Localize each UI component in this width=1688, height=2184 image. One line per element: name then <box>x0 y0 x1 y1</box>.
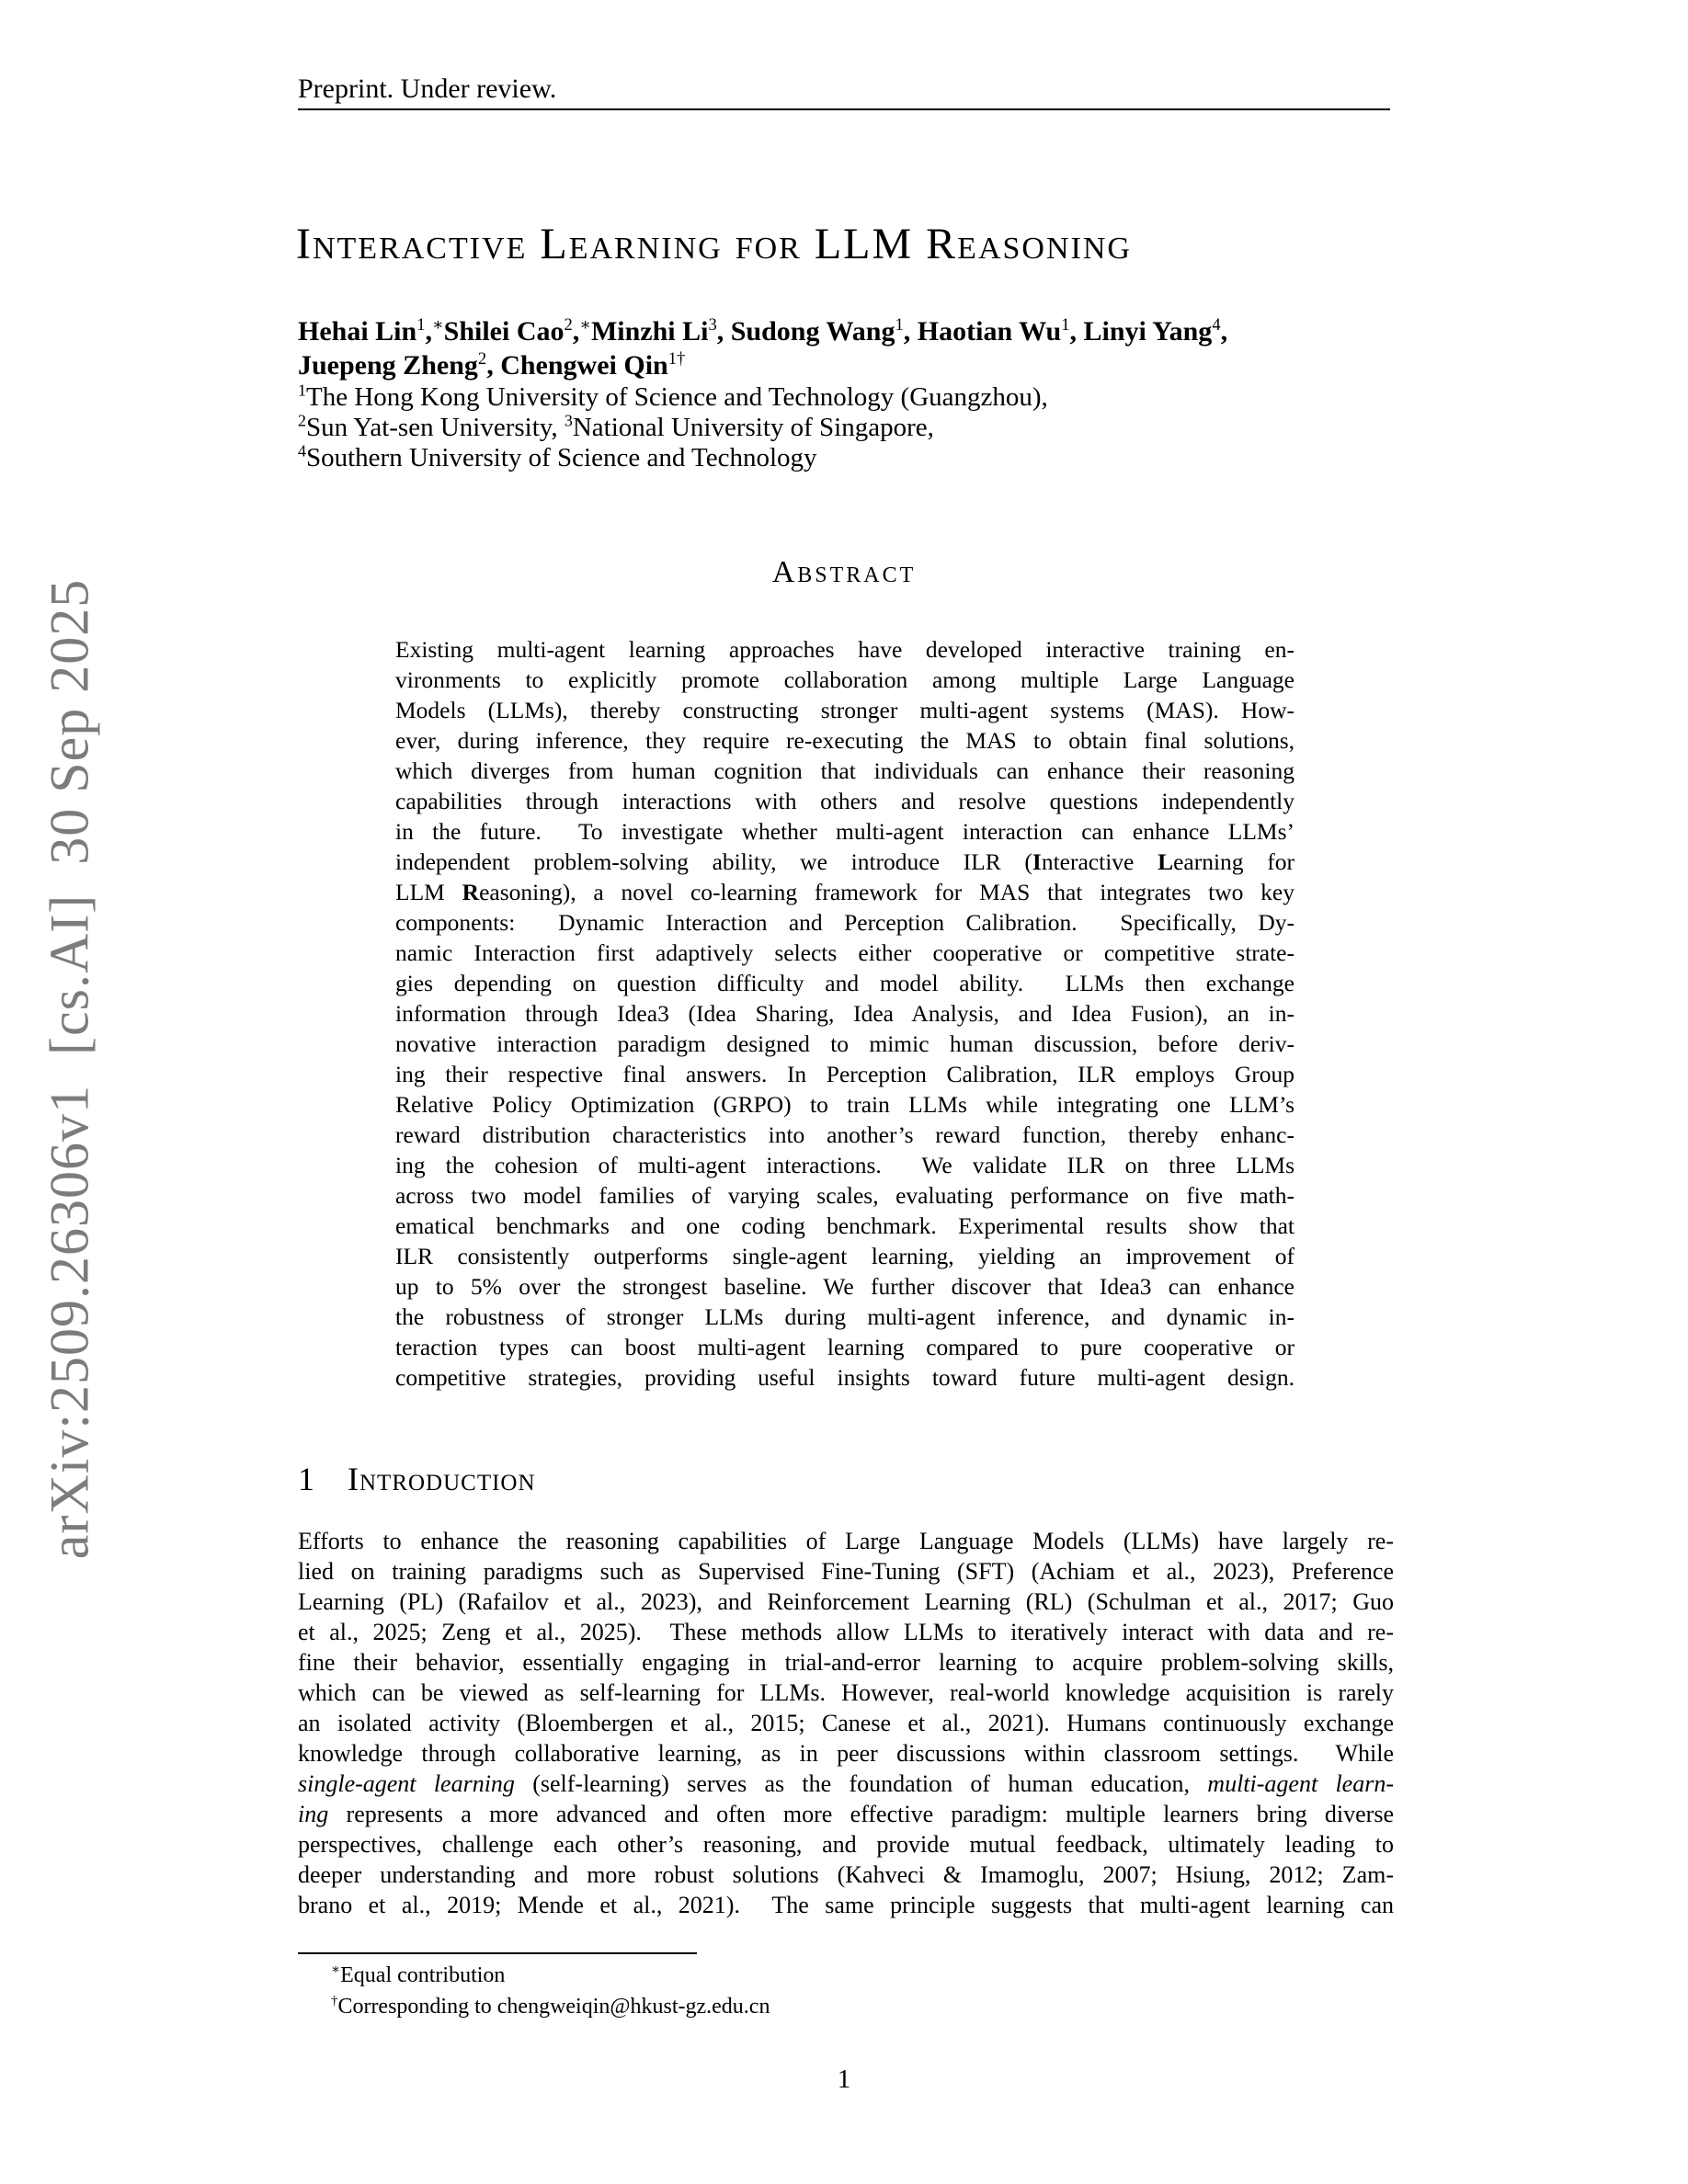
text-line: vironments to explicitly promote collaboration among multiple Large Language <box>395 666 1295 693</box>
text-line: et al., 2025; Zeng et al., 2025). These methods allow LLMs to iteratively interact with data and re- <box>298 1619 1394 1645</box>
text-line: brano et al., 2019; Mende et al., 2021). The same principle suggests that multi-agent learning can <box>298 1892 1394 1918</box>
page-number: 1 <box>837 2065 851 2094</box>
author-block <box>298 314 1390 473</box>
text-line: ILR consistently outperforms single-agent learning, yielding an improvement of <box>395 1243 1295 1269</box>
text-line: Hehai Lin$^1$,∗Shilei Cao$^2$,∗Minzhi Li$^3$, Sudong Wang$^1$, Haotian Wu$^1$, Linyi Yang$^4$, <box>298 315 1228 347</box>
arxiv-watermark <box>0 579 165 1619</box>
text-line: $^1$The Hong Kong University of Science and Technology (Guangzhou), <box>298 381 1048 412</box>
text-line: $^4$Southern University of Science and Technology <box>298 441 817 472</box>
text-line: reward distribution characteristics into another’s reward function, thereby enhanc- <box>395 1121 1295 1148</box>
text-line: ever, during inference, they require re-executing the MAS to obtain final solutions, <box>395 727 1295 754</box>
arxiv-watermark-text: arXiv:2509.26306v1 [cs.AI] 30 Sep 2025 <box>39 578 100 1560</box>
text-line: in the future. To investigate whether multi-agent interaction can enhance LLMs’ <box>395 818 1295 845</box>
text-line: ing represents a more advanced and often more effective paradigm: multiple learners bring diverse <box>298 1801 1394 1827</box>
text-line: fine their behavior, essentially engaging in trial-and-error learning to acquire problem-solving skills, <box>298 1649 1394 1676</box>
text-line: ematical benchmarks and one coding benchmark. Experimental results show that <box>395 1212 1295 1239</box>
abstract-heading: Abstract <box>771 555 917 589</box>
text-line: the robustness of stronger LLMs during multi-agent inference, and dynamic in- <box>395 1303 1295 1330</box>
text-line: an isolated activity (Bloembergen et al., 2015; Canese et al., 2021). Humans continuously exchange <box>298 1710 1394 1736</box>
text-line: independent problem-solving ability, we introduce ILR (Interactive Learning for <box>395 848 1295 875</box>
author-lines <box>298 314 1390 382</box>
footnote-rule <box>298 1952 697 1954</box>
text-line: knowledge through collaborative learning, as in peer discussions within classroom settings. While <box>298 1740 1394 1767</box>
text-line: single-agent learning (self-learning) serves as the foundation of human education, multi-agent learn- <box>298 1770 1394 1797</box>
text-line: Juepeng Zheng$^2$, Chengwei Qin$^{1\dagger}$ <box>298 349 686 381</box>
footnotes <box>298 1960 1390 2022</box>
text-line: components: Dynamic Interaction and Perception Calibration. Specifically, Dy- <box>395 909 1295 936</box>
running-header: Preprint. Under review. <box>298 74 557 104</box>
text-line: ing the cohesion of multi-agent interactions. We validate ILR on three LLMs <box>395 1152 1295 1178</box>
text-line: up to 5% over the strongest baseline. We further discover that Idea3 can enhance <box>395 1273 1295 1300</box>
paper-title: Interactive Learning for LLM Reasoning <box>296 220 1132 268</box>
text-line: deeper understanding and more robust solutions (Kahveci & Imamoglu, 2007; Hsiung, 2012; Zam- <box>298 1861 1394 1888</box>
section-number: 1 <box>298 1461 314 1497</box>
introduction-text <box>298 1526 1394 1920</box>
text-line: which diverges from human cognition that individuals can enhance their reasoning <box>395 757 1295 784</box>
text-line: Relative Policy Optimization (GRPO) to train LLMs while integrating one LLM’s <box>395 1091 1295 1118</box>
text-line: which can be viewed as self-learning for LLMs. However, real-world knowledge acquisition is rarely <box>298 1679 1394 1706</box>
text-line: perspectives, challenge each other’s reasoning, and provide mutual feedback, ultimately leading to <box>298 1831 1394 1858</box>
text-line: Existing multi-agent learning approaches have developed interactive training en- <box>395 636 1295 663</box>
text-line: Efforts to enhance the reasoning capabilities of Large Language Models (LLMs) have largely re- <box>298 1528 1394 1554</box>
text-line: novative interaction paradigm designed to mimic human discussion, before deriv- <box>395 1030 1295 1057</box>
text-line: competitive strategies, providing useful insights toward future multi-agent design. <box>395 1364 1295 1391</box>
section-heading-introduction <box>298 1460 536 1498</box>
text-line: information through Idea3 (Idea Sharing, Idea Analysis, and Idea Fusion), an in- <box>395 1000 1295 1027</box>
text-line: teraction types can boost multi-agent learning compared to pure cooperative or <box>395 1334 1295 1360</box>
text-line: gies depending on question difficulty and model ability. LLMs then exchange <box>395 970 1295 996</box>
text-line: Models (LLMs), thereby constructing stronger multi-agent systems (MAS). How- <box>395 697 1295 723</box>
affiliation-lines <box>298 382 1390 473</box>
abstract-text <box>395 634 1295 1393</box>
text-line: ing their respective final answers. In Perception Calibration, ILR employs Group <box>395 1061 1295 1087</box>
text-line: $^2$Sun Yat-sen University, $^3$National University of Singapore, <box>298 411 934 442</box>
header-rule <box>298 108 1390 110</box>
text-line: capabilities through interactions with others and resolve questions independently <box>395 788 1295 814</box>
text-line: lied on training paradigms such as Supervised Fine-Tuning (SFT) (Achiam et al., 2023), Preference <box>298 1558 1394 1585</box>
text-line: Learning (PL) (Rafailov et al., 2023), and Reinforcement Learning (RL) (Schulman et al., 2017; Guo <box>298 1588 1394 1615</box>
footnote: ∗Equal contribution <box>331 1962 506 1987</box>
section-title: Introduction <box>348 1461 536 1497</box>
text-line: across two model families of varying scales, evaluating performance on five math- <box>395 1182 1295 1209</box>
footnote: †Corresponding to chengweiqin@hkust-gz.edu.cn <box>331 1994 770 2019</box>
text-line: namic Interaction first adaptively selects either cooperative or competitive strate- <box>395 939 1295 966</box>
text-line: LLM Reasoning), a novel co-learning framework for MAS that integrates two key <box>395 879 1295 905</box>
